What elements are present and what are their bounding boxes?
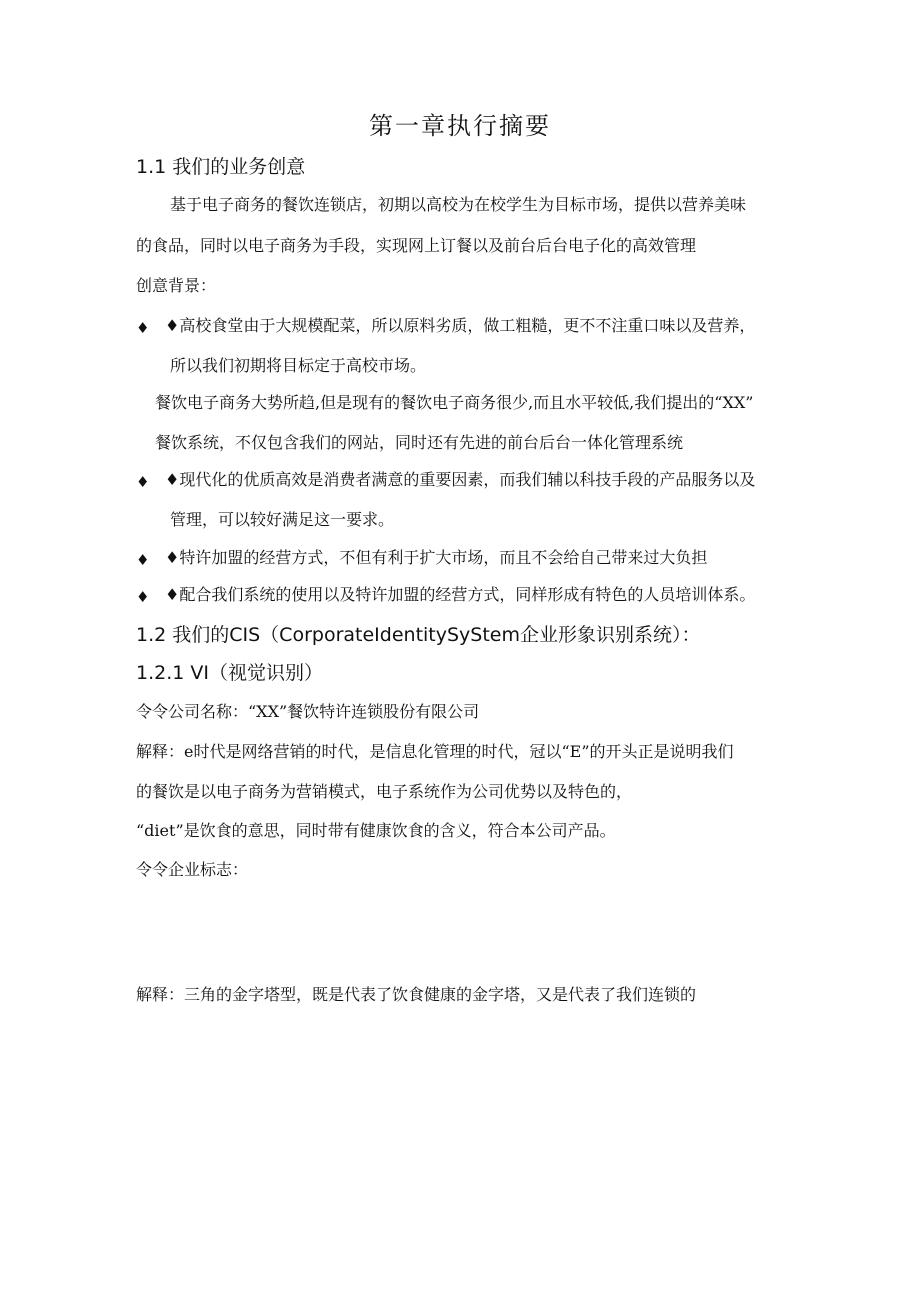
- bullet-3-line-1: ♦特许加盟的经营方式，不但有利于扩大市场，而且不会给自己带来过大负担: [165, 548, 708, 567]
- company-logo-label: 令令企业标志：: [136, 860, 249, 879]
- bullet-1-line-2: 所以我们初期将目标定于高校市场。: [170, 356, 427, 375]
- s1-paragraph-line-1: 基于电子商务的餐饮连锁店，初期以高校为在校学生为目标市场，提供以营养美味: [170, 195, 747, 214]
- bullet-4-icon: ♦: [136, 588, 150, 606]
- bullet-2-line-1: ♦现代化的优质高效是消费者满意的重要因素，而我们辅以科技手段的产品服务以及: [165, 470, 756, 489]
- explanation-1-line-2: 的餐饮是以电子商务为营销模式，电子系统作为公司优势以及特色的，: [136, 782, 633, 801]
- creative-background-label: 创意背景：: [136, 276, 217, 295]
- explanation-1-line-1: 解释：e时代是网络营销的时代，是信息化管理的时代，冠以“E”的开头正是说明我们: [136, 742, 734, 761]
- paragraph-2-line-2: 餐饮系统，不仅包含我们的网站，同时还有先进的前台后台一体化管理系统: [155, 433, 684, 452]
- bullet-2-line-2: 管理，可以较好满足这一要求。: [170, 510, 395, 529]
- s1-paragraph-line-2: 的食品，同时以电子商务为手段，实现网上订餐以及前台后台电子化的高效管理: [136, 236, 697, 255]
- chapter-title: 第一章执行摘要: [369, 112, 551, 140]
- company-name-line: 令令公司名称：“XX”餐饮特许连锁股份有限公司: [136, 702, 480, 721]
- bullet-4-line-1: ♦配合我们系统的使用以及特许加盟的经营方式，同样形成有特色的人员培训体系。: [165, 585, 756, 604]
- section-heading-1-1: 1.1 我们的业务创意: [136, 156, 306, 178]
- paragraph-2-line-1: 餐饮电子商务大势所趋,但是现有的餐饮电子商务很少,而且水平较低,我们提出的“XX”: [155, 393, 754, 412]
- section-heading-1-2: 1.2 我们的CIS（CorporateIdentitySyStem企业形象识别系统）：: [136, 624, 701, 646]
- explanation-1-line-3: “diet”是饮食的意思，同时带有健康饮食的含义，符合本公司产品。: [136, 821, 616, 840]
- bullet-3-icon: ♦: [136, 551, 150, 569]
- bullet-1-line-1: ♦高校食堂由于大规模配菜，所以原料劣质，做工粗糙，更不不注重口味以及营养，: [165, 316, 756, 335]
- bullet-2-icon: ♦: [136, 473, 150, 491]
- section-heading-1-2-1: 1.2.1 VI（视觉识别）: [136, 662, 323, 684]
- bullet-1-icon: ♦: [136, 319, 150, 337]
- explanation-2-line-1: 解释：三角的金字塔型，既是代表了饮食健康的金字塔，又是代表了我们连锁的: [136, 985, 697, 1004]
